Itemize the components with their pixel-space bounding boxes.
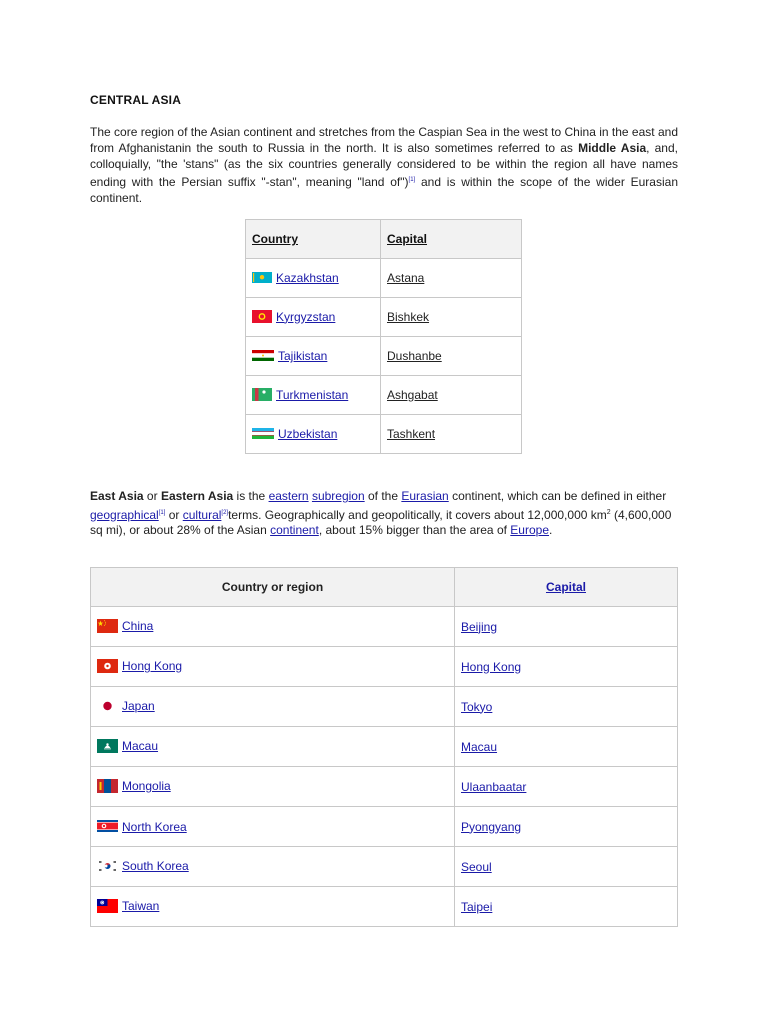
table-row [246, 415, 522, 454]
table-header-row [91, 568, 678, 607]
header-country: Country [246, 220, 381, 259]
capital-cell [381, 415, 522, 454]
capital-link[interactable]: Pyongyang [461, 819, 522, 834]
country-cell [91, 767, 455, 807]
china-flag-icon [97, 619, 118, 633]
capital-text: Bishkek [387, 310, 430, 324]
country-cell [91, 607, 455, 647]
table-row [91, 647, 678, 687]
header-country-or-region: Country or region [91, 568, 455, 607]
mongolia-flag-icon [97, 779, 118, 793]
country-link[interactable]: Mongolia [122, 779, 171, 794]
capital-link[interactable]: Hong Kong [461, 659, 522, 674]
capital-link[interactable]: Ulaanbaatar [461, 779, 527, 794]
table-row [91, 887, 678, 927]
country-link[interactable]: Taiwan [122, 899, 160, 914]
country-link[interactable]: China [122, 619, 154, 634]
capital-cell [455, 807, 678, 847]
country-cell [246, 337, 381, 376]
capital-text: Astana [387, 271, 425, 285]
taiwan-flag-icon [97, 899, 118, 913]
country-cell [91, 727, 455, 767]
capital-cell [381, 259, 522, 298]
capital-cell [455, 607, 678, 647]
japan-flag-icon [97, 699, 118, 713]
macau-flag-icon [97, 739, 118, 753]
central-asia-table [245, 219, 522, 454]
capital-cell [455, 887, 678, 927]
capital-link[interactable]: Seoul [461, 859, 492, 874]
para-text-c: and is within the scope of the wider Eurasian continent. [90, 175, 678, 205]
link-subregion[interactable]: subregion [311, 489, 365, 503]
country-link[interactable]: Tajikistan [278, 349, 328, 363]
link-continent[interactable]: continent [270, 523, 319, 537]
para-text: , about 15% bigger than the area of [318, 523, 511, 537]
reference-marker[interactable]: [1] [158, 509, 166, 516]
table-row [246, 337, 522, 376]
para-text: terms. Geographically and geopolitically, it covers about 12,000,000 km [228, 507, 607, 522]
middle-asia-bold: Middle Asia [578, 141, 647, 155]
tajikistan-flag-icon [252, 350, 274, 361]
country-link[interactable]: Kazakhstan [276, 271, 339, 285]
central-asia-heading: CENTRAL ASIA [90, 93, 182, 107]
header-capital-link[interactable]: Capital [545, 580, 586, 594]
country-link[interactable]: Macau [122, 739, 159, 754]
table-row [246, 259, 522, 298]
capital-cell [455, 847, 678, 887]
country-cell [91, 847, 455, 887]
capital-cell [381, 337, 522, 376]
central-asia-paragraph [90, 124, 678, 206]
kyrgyzstan-flag-icon [252, 310, 272, 323]
table-row [91, 847, 678, 887]
capital-cell [455, 687, 678, 727]
para-text-a: The core region of the Asian continent and stretches from the Caspian Sea in the west to China in the east and from Afghanistanin the south to Russia in the north. It is also sometimes referred to as [90, 125, 678, 155]
capital-link[interactable]: Tokyo [461, 699, 493, 714]
eastern-asia-bold: Eastern Asia [160, 489, 234, 503]
table-row [91, 727, 678, 767]
country-cell [246, 415, 381, 454]
table-row [246, 298, 522, 337]
capital-text: Ashgabat [387, 388, 438, 402]
para-text: or [165, 507, 183, 522]
country-link[interactable]: Japan [122, 699, 155, 714]
para-text: (4,600,000 sq mi), or about 28% of the Asian [90, 507, 672, 537]
capital-cell [381, 298, 522, 337]
para-text: continent, which can be defined in either [448, 489, 667, 503]
para-text: or [143, 489, 161, 503]
capital-cell [381, 376, 522, 415]
south-korea-flag-icon [97, 859, 118, 873]
kazakhstan-flag-icon [252, 272, 272, 283]
para-text-b: , and, colloquially, "the 'stans" (as the six countries generally considered to be within the region all have names ending with the Persian suffix "-stan", meaning "land of") [90, 141, 678, 189]
header-capital: Capital [381, 220, 522, 259]
table-row [91, 607, 678, 647]
capital-cell [455, 727, 678, 767]
country-cell [246, 298, 381, 337]
east-asia-paragraph [90, 489, 678, 539]
reference-marker[interactable]: [2] [221, 509, 229, 516]
country-link[interactable]: Kyrgyzstan [276, 309, 336, 324]
link-cultural[interactable]: cultural [182, 507, 222, 522]
capital-link[interactable]: Taipei [461, 899, 493, 914]
country-cell [91, 687, 455, 727]
country-cell [246, 376, 381, 415]
capital-link[interactable]: Beijing [461, 619, 498, 634]
table-row [91, 767, 678, 807]
country-link[interactable]: Uzbekistan [278, 427, 338, 441]
country-link[interactable]: Hong Kong [122, 659, 183, 674]
link-eurasian[interactable]: Eurasian [401, 489, 449, 503]
capital-link[interactable]: Macau [461, 739, 498, 754]
country-link[interactable]: Turkmenistan [276, 387, 349, 402]
para-text: . [549, 523, 553, 537]
country-cell [246, 259, 381, 298]
uzbekistan-flag-icon [252, 428, 274, 439]
capital-cell [455, 647, 678, 687]
table-row [91, 687, 678, 727]
country-cell [91, 807, 455, 847]
capital-text: Tashkent [387, 427, 436, 441]
table-header-row [246, 220, 522, 259]
link-geographical[interactable]: geographical [90, 507, 159, 522]
country-link[interactable]: North Korea [122, 819, 187, 834]
north-korea-flag-icon [97, 820, 118, 832]
capital-text: Dushanbe [387, 349, 442, 363]
reference-marker[interactable]: [1] [408, 177, 416, 183]
east-asia-bold: East Asia [90, 489, 144, 503]
country-cell [91, 647, 455, 687]
link-europe[interactable]: Europe [510, 523, 549, 537]
hong-kong-flag-icon [97, 659, 118, 673]
superscript-2: 2 [606, 508, 611, 516]
link-eastern[interactable]: eastern [268, 489, 309, 503]
east-asia-table [90, 567, 678, 927]
country-cell [91, 887, 455, 927]
turkmenistan-flag-icon [252, 388, 272, 401]
header-capital [455, 568, 678, 607]
capital-cell [455, 767, 678, 807]
para-text: is the [233, 489, 269, 503]
table-row [91, 807, 678, 847]
country-link[interactable]: South Korea [122, 859, 189, 874]
table-row [246, 376, 522, 415]
para-text: of the [364, 489, 402, 503]
